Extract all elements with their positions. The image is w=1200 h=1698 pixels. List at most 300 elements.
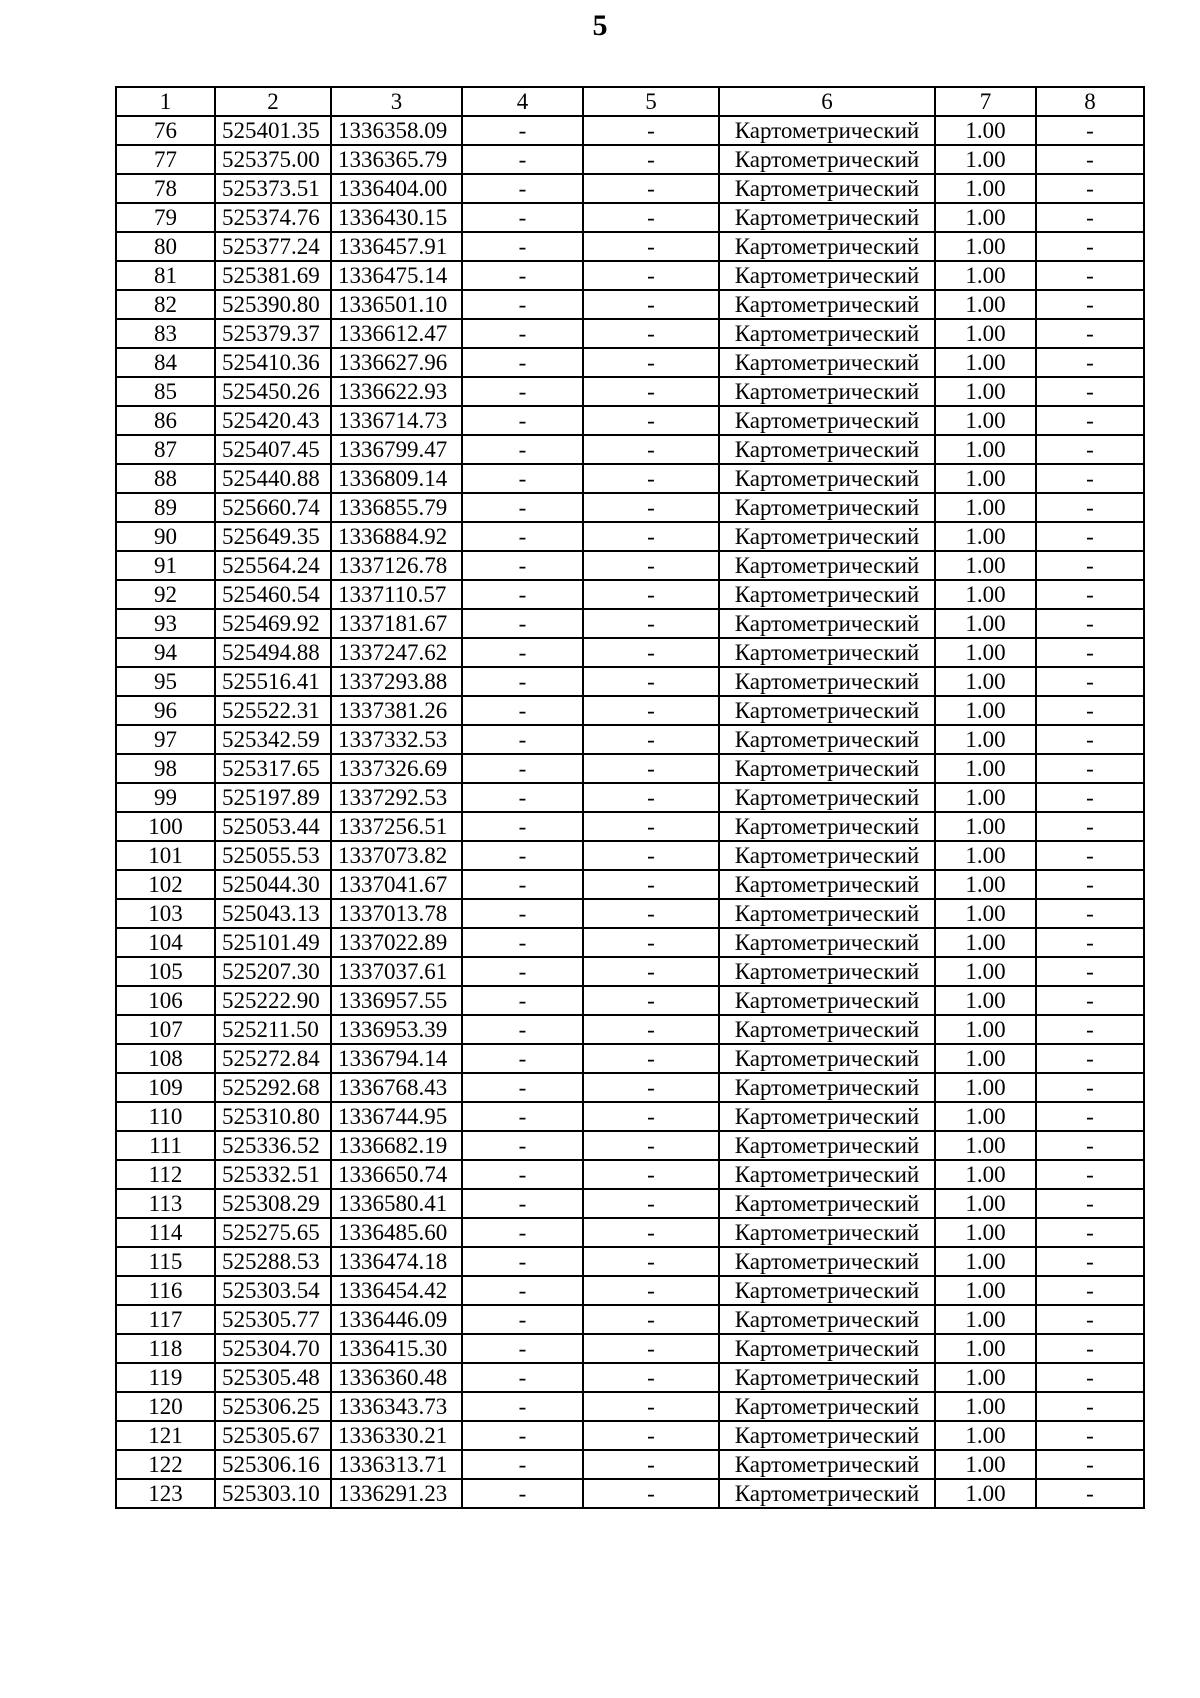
table-cell: 83 <box>116 319 215 348</box>
table-cell: - <box>462 754 583 783</box>
table-cell: - <box>462 841 583 870</box>
table-cell: - <box>583 464 719 493</box>
table-cell: Картометрический <box>719 1363 935 1392</box>
table-cell: 81 <box>116 261 215 290</box>
table-cell: - <box>462 725 583 754</box>
table-row <box>116 174 1144 203</box>
table-row <box>116 928 1144 957</box>
table-cell: - <box>1036 435 1144 464</box>
column-header: 1 <box>116 87 215 116</box>
table-cell: 89 <box>116 493 215 522</box>
table-cell: 525044.30 <box>215 870 331 899</box>
table-cell: 1336404.00 <box>331 174 462 203</box>
table-cell: - <box>583 551 719 580</box>
table-cell: 525211.50 <box>215 1015 331 1044</box>
table-cell: 1336485.60 <box>331 1218 462 1247</box>
table-cell: - <box>1036 203 1144 232</box>
table-cell: 104 <box>116 928 215 957</box>
table-cell: Картометрический <box>719 1421 935 1450</box>
column-header: 2 <box>215 87 331 116</box>
table-cell: - <box>462 957 583 986</box>
table-cell: 107 <box>116 1015 215 1044</box>
table-row <box>116 435 1144 464</box>
table-body <box>116 116 1144 1508</box>
table-cell: 525305.67 <box>215 1421 331 1450</box>
table-cell: Картометрический <box>719 1102 935 1131</box>
table-row <box>116 377 1144 406</box>
table-cell: 115 <box>116 1247 215 1276</box>
table-cell: - <box>462 464 583 493</box>
table-cell: - <box>462 1363 583 1392</box>
table-cell: Картометрический <box>719 1015 935 1044</box>
table-cell: 525374.76 <box>215 203 331 232</box>
table-cell: - <box>583 870 719 899</box>
table-cell: 1336415.30 <box>331 1334 462 1363</box>
table-cell: 525342.59 <box>215 725 331 754</box>
table-cell: 1.00 <box>935 348 1036 377</box>
table-cell: - <box>583 841 719 870</box>
table-cell: - <box>462 319 583 348</box>
table-cell: 525305.48 <box>215 1363 331 1392</box>
table-cell: 1336799.47 <box>331 435 462 464</box>
table-cell: 525410.36 <box>215 348 331 377</box>
table-cell: - <box>462 1218 583 1247</box>
table-cell: 1336430.15 <box>331 203 462 232</box>
table-cell: - <box>583 1363 719 1392</box>
table-row <box>116 290 1144 319</box>
table-cell: - <box>462 522 583 551</box>
table-cell: - <box>1036 1450 1144 1479</box>
table-cell: 1.00 <box>935 667 1036 696</box>
table-cell: - <box>1036 377 1144 406</box>
table-cell: - <box>583 899 719 928</box>
table-cell: 525317.65 <box>215 754 331 783</box>
table-cell: 1.00 <box>935 1044 1036 1073</box>
table-cell: - <box>583 1450 719 1479</box>
table-cell: - <box>1036 1073 1144 1102</box>
table-cell: 1337073.82 <box>331 841 462 870</box>
table-cell: 525292.68 <box>215 1073 331 1102</box>
table-cell: - <box>583 116 719 145</box>
table-cell: 92 <box>116 580 215 609</box>
table-cell: - <box>1036 551 1144 580</box>
table-cell: - <box>1036 1218 1144 1247</box>
table-cell: - <box>462 1160 583 1189</box>
table-cell: - <box>1036 290 1144 319</box>
table-cell: - <box>1036 1160 1144 1189</box>
table-cell: - <box>462 638 583 667</box>
table-row <box>116 1305 1144 1334</box>
table-cell: - <box>1036 1247 1144 1276</box>
table-cell: 525440.88 <box>215 464 331 493</box>
table-cell: 98 <box>116 754 215 783</box>
table-cell: 106 <box>116 986 215 1015</box>
table-cell: - <box>1036 1276 1144 1305</box>
table-row <box>116 725 1144 754</box>
table-cell: - <box>583 1479 719 1508</box>
table-row <box>116 899 1144 928</box>
table-cell: 1337181.67 <box>331 609 462 638</box>
table-cell: 525055.53 <box>215 841 331 870</box>
table-cell: 1.00 <box>935 377 1036 406</box>
table-cell: 525303.54 <box>215 1276 331 1305</box>
table-cell: - <box>583 928 719 957</box>
table-cell: - <box>583 406 719 435</box>
table-cell: 525272.84 <box>215 1044 331 1073</box>
table-cell: 1337326.69 <box>331 754 462 783</box>
table-cell: - <box>462 1334 583 1363</box>
table-cell: - <box>462 696 583 725</box>
table-header-row <box>116 87 1144 116</box>
table-cell: - <box>462 348 583 377</box>
table-cell: - <box>462 1015 583 1044</box>
table-cell: 117 <box>116 1305 215 1334</box>
table-cell: 1337037.61 <box>331 957 462 986</box>
table-cell: 1336343.73 <box>331 1392 462 1421</box>
table-cell: - <box>462 1247 583 1276</box>
table-row <box>116 232 1144 261</box>
table-cell: - <box>462 1305 583 1334</box>
table-cell: 90 <box>116 522 215 551</box>
table-cell: - <box>583 580 719 609</box>
table-cell: - <box>1036 493 1144 522</box>
table-cell: - <box>1036 812 1144 841</box>
table-cell: - <box>462 406 583 435</box>
table-row <box>116 841 1144 870</box>
table-cell: Картометрический <box>719 1479 935 1508</box>
table-cell: - <box>583 290 719 319</box>
table-cell: 525373.51 <box>215 174 331 203</box>
table-cell: - <box>583 435 719 464</box>
table-cell: 1336612.47 <box>331 319 462 348</box>
table-row <box>116 609 1144 638</box>
table-row <box>116 1247 1144 1276</box>
table-row <box>116 1276 1144 1305</box>
table-cell: 1336313.71 <box>331 1450 462 1479</box>
table-row <box>116 551 1144 580</box>
table-cell: 1336953.39 <box>331 1015 462 1044</box>
table-cell: 1337381.26 <box>331 696 462 725</box>
table-cell: - <box>462 1044 583 1073</box>
table-cell: Картометрический <box>719 261 935 290</box>
table-cell: 1.00 <box>935 464 1036 493</box>
table-row <box>116 1334 1144 1363</box>
table-cell: 1336627.96 <box>331 348 462 377</box>
table-cell: - <box>583 1218 719 1247</box>
table-cell: 1337247.62 <box>331 638 462 667</box>
table-row <box>116 580 1144 609</box>
table-cell: - <box>462 116 583 145</box>
table-cell: 1.00 <box>935 1479 1036 1508</box>
table-cell: - <box>583 1131 719 1160</box>
table-cell: 1337292.53 <box>331 783 462 812</box>
table-cell: 80 <box>116 232 215 261</box>
table-cell: 1336358.09 <box>331 116 462 145</box>
table-cell: 1.00 <box>935 1276 1036 1305</box>
table-cell: 86 <box>116 406 215 435</box>
table-cell: 525390.80 <box>215 290 331 319</box>
table-cell: Картометрический <box>719 928 935 957</box>
table-cell: Картометрический <box>719 348 935 377</box>
table-cell: - <box>462 812 583 841</box>
table-cell: 84 <box>116 348 215 377</box>
table-row <box>116 957 1144 986</box>
table-cell: 1337126.78 <box>331 551 462 580</box>
table-row <box>116 812 1144 841</box>
table-cell: 1.00 <box>935 928 1036 957</box>
table-cell: 1.00 <box>935 1073 1036 1102</box>
table-cell: 1336365.79 <box>331 145 462 174</box>
table-cell: 1.00 <box>935 1450 1036 1479</box>
table-cell: Картометрический <box>719 493 935 522</box>
table-cell: 525207.30 <box>215 957 331 986</box>
table-cell: 1.00 <box>935 696 1036 725</box>
table-cell: 525275.65 <box>215 1218 331 1247</box>
table-cell: 1336714.73 <box>331 406 462 435</box>
table-cell: - <box>583 1334 719 1363</box>
table-cell: 1336682.19 <box>331 1131 462 1160</box>
table-cell: - <box>583 1073 719 1102</box>
table-cell: - <box>1036 870 1144 899</box>
table-row <box>116 870 1144 899</box>
table-cell: 103 <box>116 899 215 928</box>
table-row <box>116 986 1144 1015</box>
table-cell: Картометрический <box>719 1189 935 1218</box>
table-row <box>116 1392 1144 1421</box>
table-cell: 525222.90 <box>215 986 331 1015</box>
table-cell: Картометрический <box>719 435 935 464</box>
table-cell: - <box>1036 348 1144 377</box>
table-cell: Картометрический <box>719 522 935 551</box>
table-cell: - <box>583 986 719 1015</box>
table-cell: - <box>462 580 583 609</box>
table-cell: - <box>583 1015 719 1044</box>
table-cell: 1336809.14 <box>331 464 462 493</box>
table-cell: 525377.24 <box>215 232 331 261</box>
table-cell: - <box>1036 1334 1144 1363</box>
table-cell: Картометрический <box>719 290 935 319</box>
table-cell: 1.00 <box>935 870 1036 899</box>
table-cell: 1.00 <box>935 1218 1036 1247</box>
table-cell: 1.00 <box>935 812 1036 841</box>
table-cell: 525407.45 <box>215 435 331 464</box>
table-cell: - <box>583 232 719 261</box>
table-cell: 122 <box>116 1450 215 1479</box>
table-cell: Картометрический <box>719 551 935 580</box>
table-cell: 102 <box>116 870 215 899</box>
table-cell: 123 <box>116 1479 215 1508</box>
table-cell: - <box>1036 928 1144 957</box>
table-cell: 1336474.18 <box>331 1247 462 1276</box>
table-cell: 525460.54 <box>215 580 331 609</box>
table-cell: - <box>1036 1102 1144 1131</box>
table-cell: 525494.88 <box>215 638 331 667</box>
table-cell: Картометрический <box>719 1160 935 1189</box>
table-cell: 1336884.92 <box>331 522 462 551</box>
table-cell: - <box>1036 725 1144 754</box>
table-row <box>116 1189 1144 1218</box>
table-cell: 120 <box>116 1392 215 1421</box>
table-row <box>116 1479 1144 1508</box>
table-cell: - <box>462 1392 583 1421</box>
table-cell: 1.00 <box>935 783 1036 812</box>
table-cell: - <box>462 1276 583 1305</box>
table-cell: - <box>583 609 719 638</box>
table-row <box>116 203 1144 232</box>
table-cell: - <box>1036 406 1144 435</box>
table-cell: 1.00 <box>935 754 1036 783</box>
table-cell: 114 <box>116 1218 215 1247</box>
table-cell: Картометрический <box>719 319 935 348</box>
table-cell: - <box>583 812 719 841</box>
table-row <box>116 1015 1144 1044</box>
table-cell: - <box>1036 841 1144 870</box>
table-cell: 525564.24 <box>215 551 331 580</box>
table-cell: 1.00 <box>935 1102 1036 1131</box>
table-row <box>116 1160 1144 1189</box>
table-cell: 112 <box>116 1160 215 1189</box>
table-cell: 525375.00 <box>215 145 331 174</box>
table-cell: 121 <box>116 1421 215 1450</box>
table-cell: 110 <box>116 1102 215 1131</box>
table-cell: - <box>1036 1421 1144 1450</box>
table-cell: 99 <box>116 783 215 812</box>
table-cell: - <box>462 377 583 406</box>
table-cell: 525101.49 <box>215 928 331 957</box>
table-cell: 1336330.21 <box>331 1421 462 1450</box>
table-cell: 77 <box>116 145 215 174</box>
table-cell: 525660.74 <box>215 493 331 522</box>
table-cell: 525332.51 <box>215 1160 331 1189</box>
table-cell: 525043.13 <box>215 899 331 928</box>
table-cell: - <box>583 1102 719 1131</box>
table-row <box>116 116 1144 145</box>
table-cell: Картометрический <box>719 638 935 667</box>
table-cell: 1337013.78 <box>331 899 462 928</box>
table-cell: 1.00 <box>935 116 1036 145</box>
table-cell: - <box>1036 667 1144 696</box>
table-cell: 525401.35 <box>215 116 331 145</box>
table-cell: - <box>1036 696 1144 725</box>
table-cell: Картометрический <box>719 464 935 493</box>
table-cell: 1336650.74 <box>331 1160 462 1189</box>
column-header: 4 <box>462 87 583 116</box>
table-cell: 1337293.88 <box>331 667 462 696</box>
table-cell: 1.00 <box>935 145 1036 174</box>
table-cell: - <box>462 609 583 638</box>
table-cell: 1.00 <box>935 986 1036 1015</box>
table-cell: 525304.70 <box>215 1334 331 1363</box>
table-cell: 1.00 <box>935 725 1036 754</box>
table-cell: 1.00 <box>935 841 1036 870</box>
table-cell: 76 <box>116 116 215 145</box>
table-cell: 91 <box>116 551 215 580</box>
table-cell: 1336957.55 <box>331 986 462 1015</box>
table-cell: Картометрический <box>719 609 935 638</box>
table-cell: - <box>1036 1392 1144 1421</box>
table-cell: Картометрический <box>719 1392 935 1421</box>
table-cell: - <box>583 1247 719 1276</box>
table-cell: Картометрический <box>719 667 935 696</box>
table-cell: - <box>462 899 583 928</box>
table-cell: - <box>462 667 583 696</box>
table-cell: - <box>462 1073 583 1102</box>
table-cell: - <box>1036 986 1144 1015</box>
table-cell: - <box>462 928 583 957</box>
table-row <box>116 1450 1144 1479</box>
table-cell: 525469.92 <box>215 609 331 638</box>
table-cell: Картометрический <box>719 1450 935 1479</box>
table-cell: 119 <box>116 1363 215 1392</box>
table-cell: 88 <box>116 464 215 493</box>
table-cell: 1336454.42 <box>331 1276 462 1305</box>
table-cell: - <box>1036 638 1144 667</box>
table-cell: - <box>1036 1189 1144 1218</box>
table-cell: - <box>1036 899 1144 928</box>
table-cell: Картометрический <box>719 957 935 986</box>
table-cell: 85 <box>116 377 215 406</box>
table-cell: 1.00 <box>935 1189 1036 1218</box>
table-row <box>116 493 1144 522</box>
table-cell: - <box>1036 319 1144 348</box>
table-cell: 525305.77 <box>215 1305 331 1334</box>
table-cell: 78 <box>116 174 215 203</box>
table-cell: - <box>462 1131 583 1160</box>
table-cell: - <box>1036 1044 1144 1073</box>
table-cell: Картометрический <box>719 870 935 899</box>
table-cell: - <box>583 783 719 812</box>
table-cell: - <box>1036 783 1144 812</box>
table-cell: - <box>583 522 719 551</box>
table-cell: 525306.25 <box>215 1392 331 1421</box>
table-cell: 1.00 <box>935 435 1036 464</box>
table-cell: - <box>462 1479 583 1508</box>
table-cell: 1336768.43 <box>331 1073 462 1102</box>
table-cell: 1336475.14 <box>331 261 462 290</box>
column-header: 3 <box>331 87 462 116</box>
table-cell: 97 <box>116 725 215 754</box>
table-cell: Картометрический <box>719 1218 935 1247</box>
table-cell: 1.00 <box>935 203 1036 232</box>
table-cell: 95 <box>116 667 215 696</box>
table-cell: 113 <box>116 1189 215 1218</box>
table-cell: - <box>462 290 583 319</box>
table-cell: - <box>1036 116 1144 145</box>
table-cell: - <box>583 754 719 783</box>
table-cell: - <box>583 348 719 377</box>
table-row <box>116 1073 1144 1102</box>
table-cell: 1.00 <box>935 580 1036 609</box>
table-cell: - <box>462 174 583 203</box>
table-cell: 1337022.89 <box>331 928 462 957</box>
table-cell: 525381.69 <box>215 261 331 290</box>
table-cell: - <box>462 870 583 899</box>
table-row <box>116 406 1144 435</box>
table-cell: 82 <box>116 290 215 319</box>
table-cell: Картометрический <box>719 754 935 783</box>
table-cell: - <box>1036 232 1144 261</box>
table-cell: Картометрический <box>719 725 935 754</box>
table-cell: Картометрический <box>719 1305 935 1334</box>
table-cell: 525522.31 <box>215 696 331 725</box>
table-cell: - <box>583 1189 719 1218</box>
table-cell: - <box>583 667 719 696</box>
table-row <box>116 261 1144 290</box>
table-cell: Картометрический <box>719 899 935 928</box>
table-cell: 1.00 <box>935 609 1036 638</box>
table-cell: - <box>1036 1305 1144 1334</box>
table-cell: Картометрический <box>719 377 935 406</box>
